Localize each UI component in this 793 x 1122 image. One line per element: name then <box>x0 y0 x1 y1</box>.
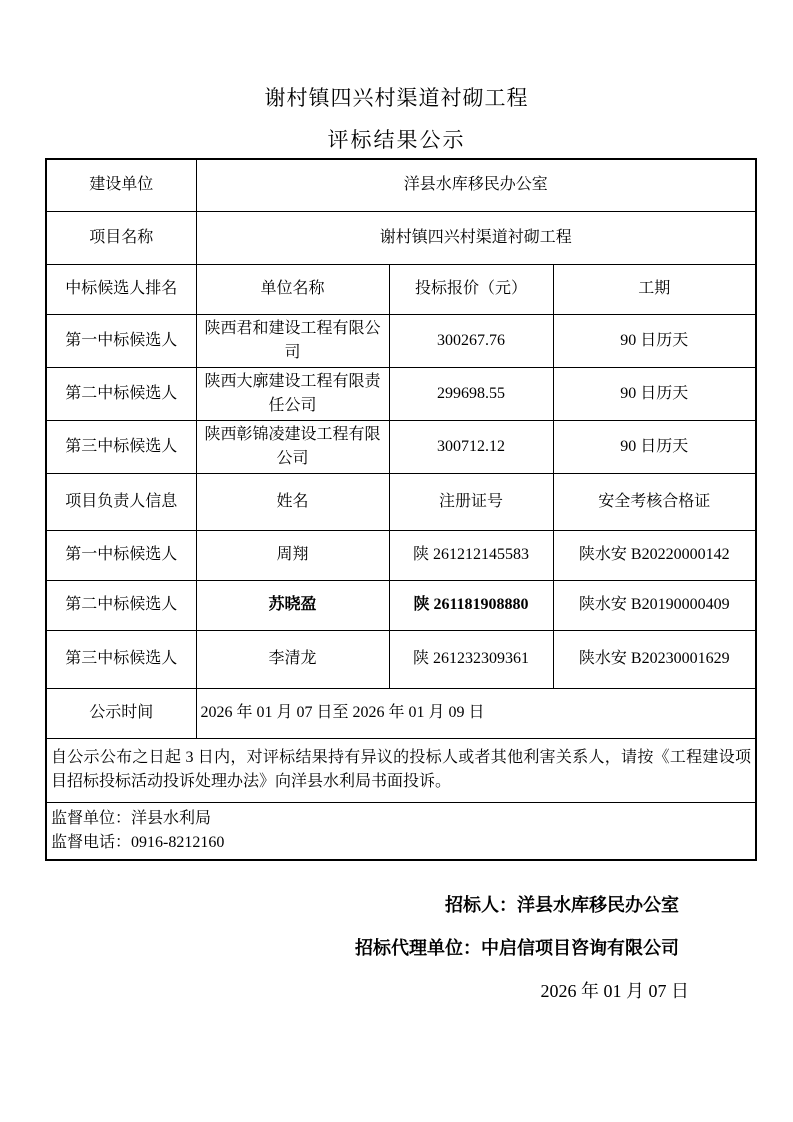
document-subtitle: 评标结果公示 <box>327 128 466 152</box>
candidate-row-3 <box>46 420 756 473</box>
candidate-1-price: 300267.76 <box>389 314 553 367</box>
manager-1-rank: 第一中标候选人 <box>46 530 196 580</box>
manager-row-3 <box>46 630 756 688</box>
publicity-time-label: 公示时间 <box>46 688 196 738</box>
manager-row-1 <box>46 530 756 580</box>
manager-3-name: 李清龙 <box>196 630 389 688</box>
manager-2-safety-cert: 陕水安 B20190000409 <box>553 580 756 630</box>
project-name-row <box>46 211 756 264</box>
safety-cert-header: 安全考核合格证 <box>553 473 756 530</box>
candidate-2-unit: 陕西大廓建设工程有限责任公司 <box>196 367 389 420</box>
candidate-3-price: 300712.12 <box>389 420 553 473</box>
unit-name-header: 单位名称 <box>196 264 389 314</box>
manager-2-rank: 第二中标候选人 <box>46 580 196 630</box>
manager-3-reg-no: 陕 261232309361 <box>389 630 553 688</box>
project-name-value: 谢村镇四兴村渠道衬砌工程 <box>196 211 756 264</box>
objection-notice-text: 自公示公布之日起 3 日内，对评标结果持有异议的投标人或者其他利害关系人，请按《工程建设项目招标投标活动投诉处理办法》向洋县水利局书面投诉。 <box>46 738 756 802</box>
construction-unit-label: 建设单位 <box>46 159 196 211</box>
manager-name-header: 姓名 <box>196 473 389 530</box>
document-title: 谢村镇四兴村渠道衬砌工程 <box>264 86 529 110</box>
manager-1-name: 周翔 <box>196 530 389 580</box>
manager-3-safety-cert: 陕水安 B20230001629 <box>553 630 756 688</box>
supervision-row <box>46 802 756 860</box>
candidate-header-row <box>46 264 756 314</box>
manager-row-2 <box>46 580 756 630</box>
candidate-3-duration: 90 日历天 <box>553 420 756 473</box>
construction-unit-value: 洋县水库移民办公室 <box>196 159 756 211</box>
signature-block <box>0 894 793 1002</box>
bid-result-table <box>45 158 757 861</box>
manager-3-rank: 第三中标候选人 <box>46 630 196 688</box>
publicity-time-row <box>46 688 756 738</box>
bid-price-header: 投标报价（元） <box>389 264 553 314</box>
candidate-2-price: 299698.55 <box>389 367 553 420</box>
tenderer-line: 招标人：洋县水库移民办公室 <box>445 895 679 915</box>
candidate-rank-header: 中标候选人排名 <box>46 264 196 314</box>
manager-1-reg-no: 陕 261212145583 <box>389 530 553 580</box>
project-name-label: 项目名称 <box>46 211 196 264</box>
construction-unit-row <box>46 159 756 211</box>
duration-header: 工期 <box>553 264 756 314</box>
supervision-unit: 监督单位：洋县水利局 <box>51 809 212 827</box>
agency-line: 招标代理单位：中启信项目咨询有限公司 <box>355 938 679 958</box>
candidate-2-duration: 90 日历天 <box>553 367 756 420</box>
manager-2-reg-no: 陕 261181908880 <box>389 580 553 630</box>
candidate-row-1 <box>46 314 756 367</box>
candidate-1-duration: 90 日历天 <box>553 314 756 367</box>
publicity-time-value: 2026 年 01 月 07 日至 2026 年 01 月 09 日 <box>196 688 756 738</box>
announcement-date: 2026 年 01 月 07 日 <box>540 981 689 1001</box>
candidate-1-rank: 第一中标候选人 <box>46 314 196 367</box>
reg-no-header: 注册证号 <box>389 473 553 530</box>
supervision-cell <box>46 802 756 860</box>
candidate-row-2 <box>46 367 756 420</box>
supervision-phone: 监督电话：0916-8212160 <box>51 833 225 851</box>
candidate-3-unit: 陕西彰锦凌建设工程有限公司 <box>196 420 389 473</box>
manager-info-label: 项目负责人信息 <box>46 473 196 530</box>
manager-1-safety-cert: 陕水安 B20220000142 <box>553 530 756 580</box>
manager-header-row <box>46 473 756 530</box>
candidate-3-rank: 第三中标候选人 <box>46 420 196 473</box>
candidate-1-unit: 陕西君和建设工程有限公司 <box>196 314 389 367</box>
candidate-2-rank: 第二中标候选人 <box>46 367 196 420</box>
manager-2-name: 苏晓盈 <box>196 580 389 630</box>
objection-notice-row <box>46 738 756 802</box>
